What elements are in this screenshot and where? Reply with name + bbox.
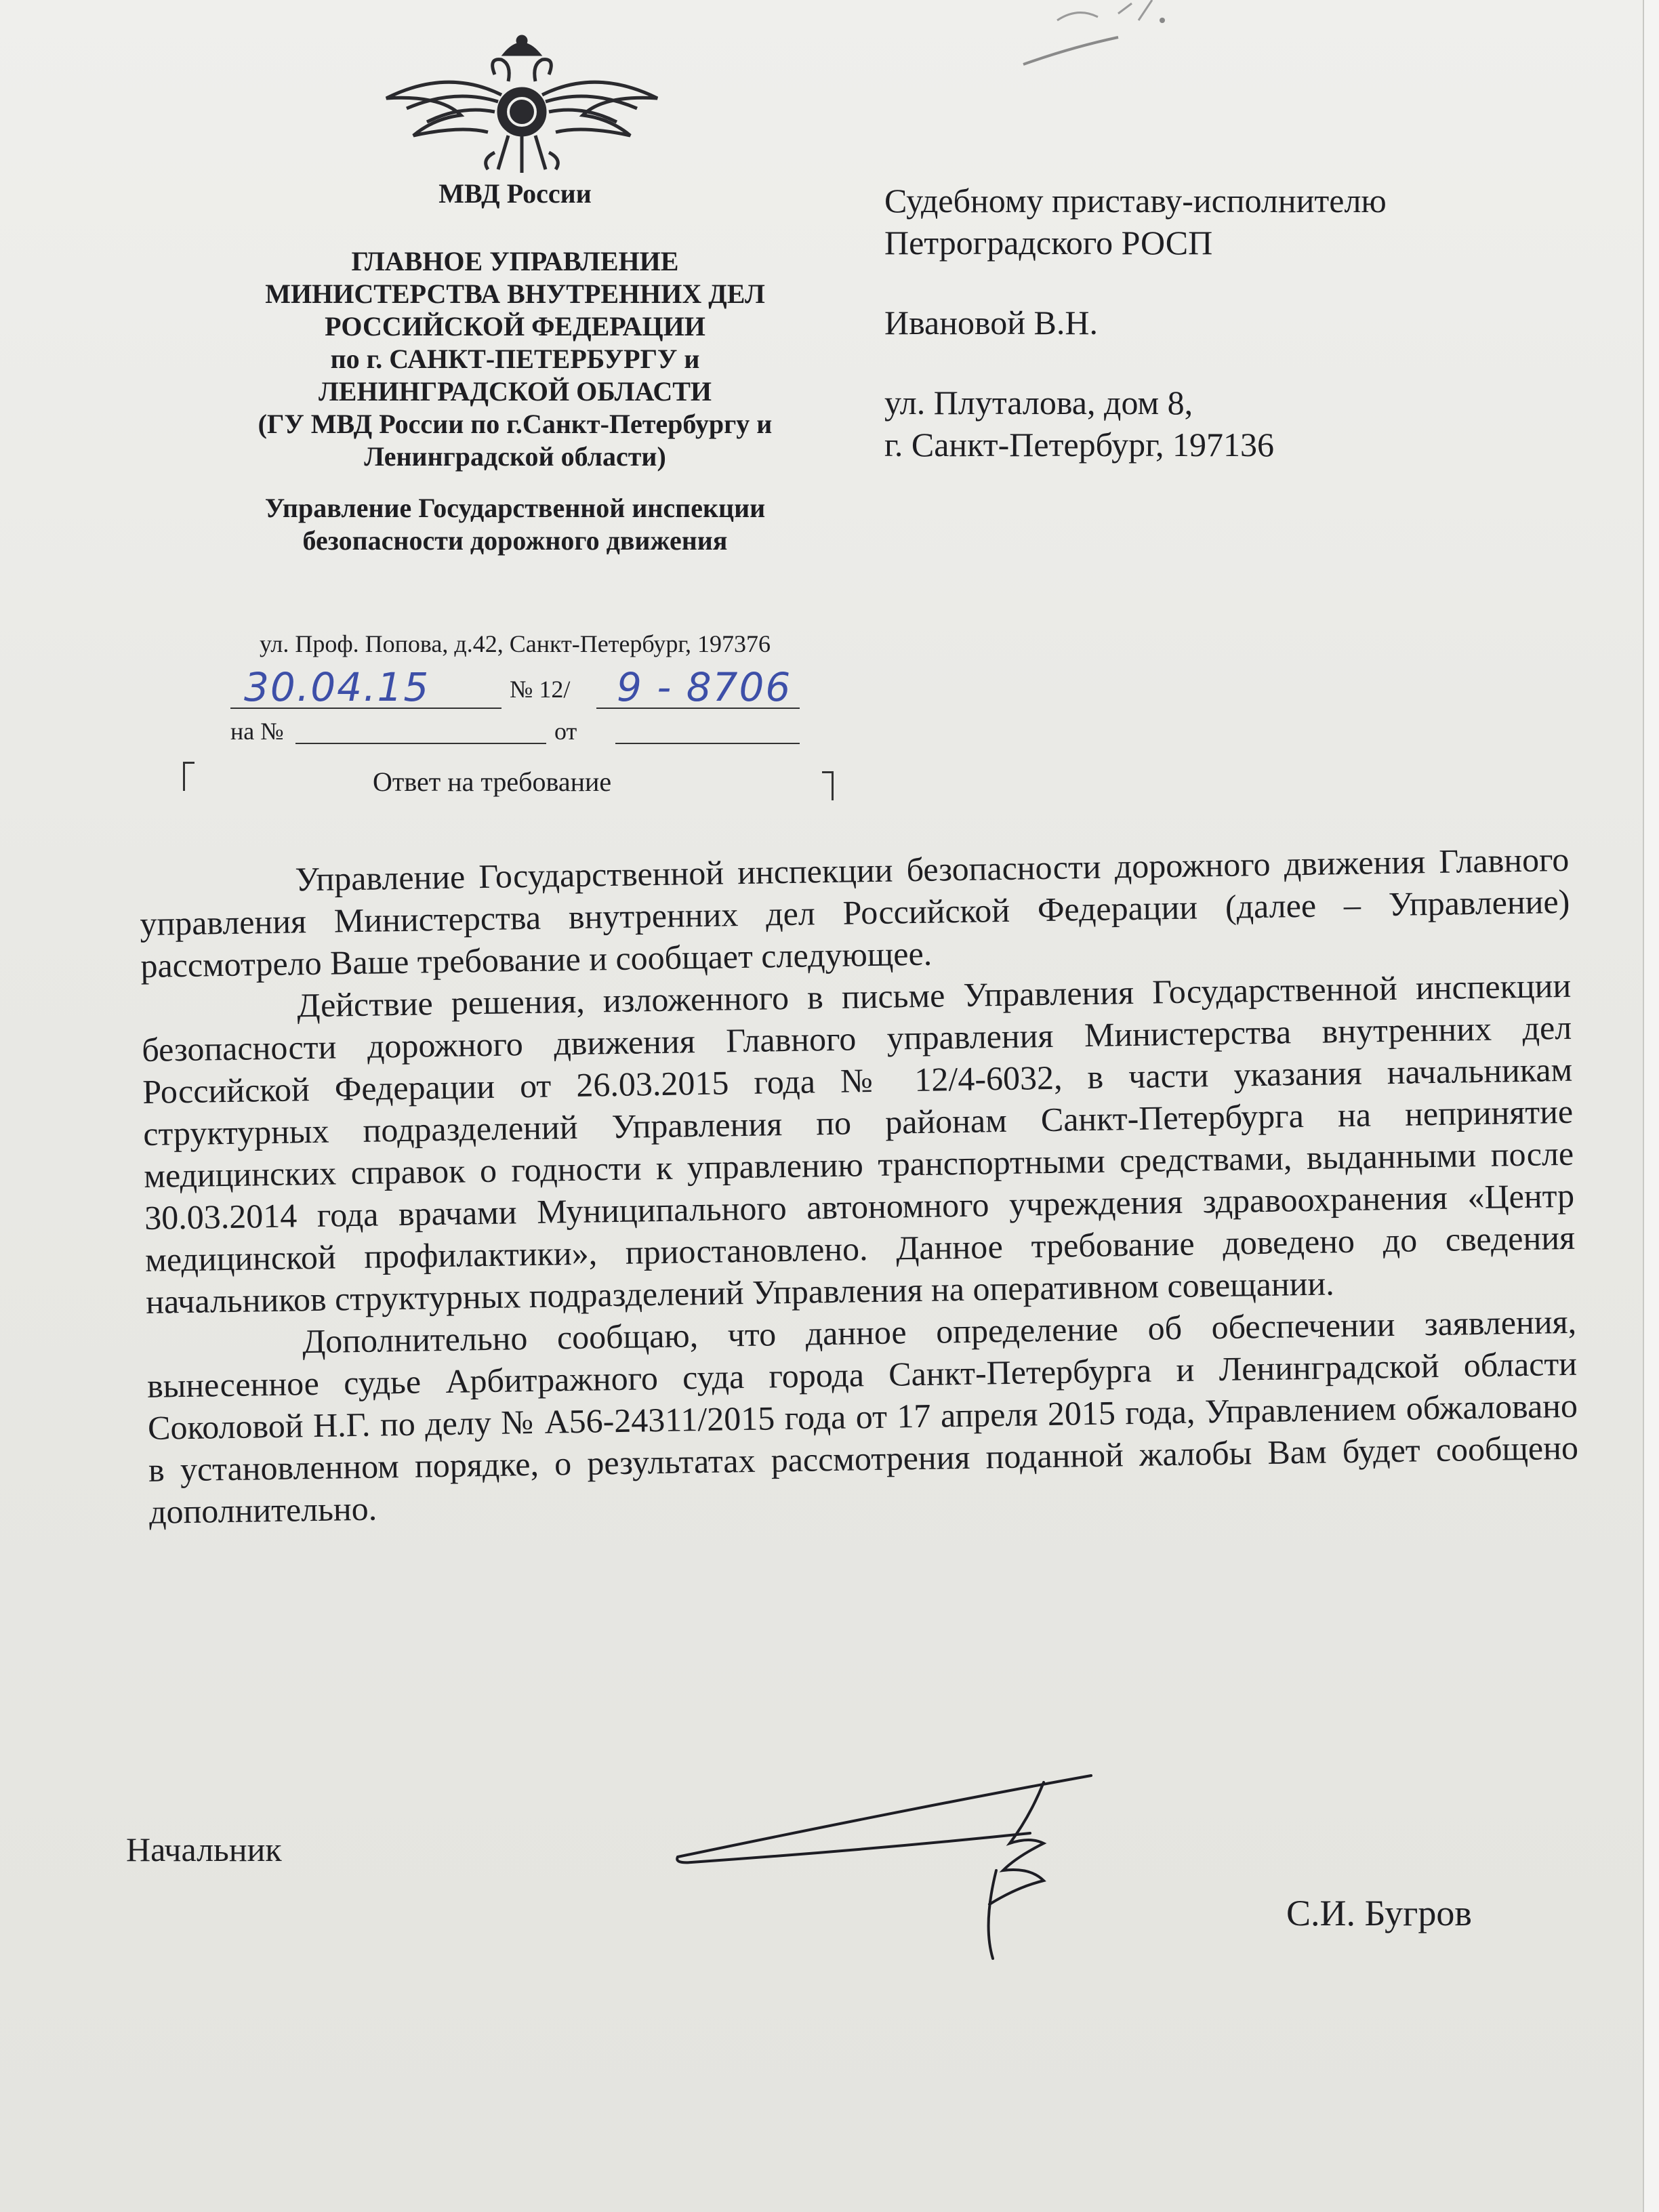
body-paragraph: Действие решения, изложенного в письме Управления Государственной инспекции безопасности дорожного движения Главного управления Министерства внутренних дел Российской Федерации от 26.03.2015 года № 12/4-6032, в части указания начальникам структурных подразделений Управления по районам Санкт-Петербурга на непринятие медицинских справок о годности к управлению транспортными средствами, выданными после 30.03.2014 года врачами Муниципального автономного учреждения здравоохранения «Центр медицинской профилактики», приостановлено. Данное требование доведено до сведения начальников структурных подразделений Управления на оперативном совещании.: [141, 966, 1576, 1321]
bracket-corner-right: [822, 771, 834, 800]
department-name-line: Управление Государственной инспекции: [264, 493, 766, 523]
department-name-line: безопасности дорожного движения: [302, 525, 728, 556]
reference-line: [230, 713, 800, 747]
registration-line: [230, 664, 800, 710]
subject-text: Ответ на требование: [373, 766, 612, 797]
signer-title: Начальник: [126, 1830, 282, 1868]
bracket-corner-left: [183, 762, 194, 791]
recipient-address-street: ул. Плуталова, дом 8,: [884, 384, 1193, 422]
ministry-short-name: МВД России: [438, 178, 592, 209]
reference-number-blank: [295, 713, 546, 744]
recipient-position: Судебному приставу-исполнителю: [884, 182, 1387, 220]
subject-line: [183, 759, 834, 806]
reference-from-label: от: [554, 718, 577, 745]
agency-name-line: РОССИЙСКОЙ ФЕДЕРАЦИИ: [325, 311, 705, 342]
signer-name: С.И. Бугров: [1286, 1893, 1472, 1933]
letter-body: [139, 838, 1579, 1533]
adjacent-page-edge: [1643, 0, 1659, 2212]
handwritten-date: 30.04.15: [244, 664, 430, 710]
pencil-mark: [1017, 0, 1193, 68]
agency-name-line: МИНИСТЕРСТВА ВНУТРЕННИХ ДЕЛ: [265, 279, 765, 309]
reference-prefix: на №: [230, 718, 284, 745]
number-prefix: № 12/: [510, 676, 571, 703]
agency-name-line: по г. САНКТ-ПЕТЕРБУРГУ и: [330, 344, 700, 374]
reference-date-blank: [615, 713, 800, 744]
number-blank: [596, 664, 800, 710]
handwritten-number: 9 - 8706: [617, 664, 792, 710]
agency-name-line: (ГУ МВД России по г.Санкт-Петербургу и: [258, 409, 773, 439]
body-paragraph: Управление Государственной инспекции безопасности дорожного движения Главного управления Министерства внутренних дел Российской Федерации (далее – Управление) рассмотрело Ваше требование и сообщает следующее.: [140, 840, 1570, 985]
recipient-address-city: г. Санкт-Петербург, 197136: [884, 426, 1275, 464]
date-blank: [230, 664, 501, 710]
body-paragraph: Дополнительно сообщаю, что данное определение об обеспечении заявления, вынесенное судье Арбитражного суда города Санкт-Петербурга и Ленинградской области Соколовой Н.Г. по делу № А56-24311/2015 года от 17 апреля 2015 года, Управлением обжаловано в установленном порядке, о результатах рассмотрения поданной жалобы Вам будет сообщено дополнительно.: [146, 1302, 1579, 1531]
recipient-block: [884, 180, 1528, 466]
double-headed-eagle-emblem-icon: [380, 34, 664, 176]
agency-name-line: ЛЕНИНГРАДСКОЙ ОБЛАСТИ: [318, 376, 712, 407]
sender-header: [210, 178, 820, 557]
agency-name-line: Ленинградской области): [364, 441, 666, 472]
recipient-name: Ивановой В.Н.: [884, 304, 1098, 342]
recipient-office: Петроградского РОСП: [884, 224, 1213, 262]
sender-address: ул. Проф. Попова, д.42, Санкт-Петербург, 197376: [259, 630, 771, 657]
agency-name-line: ГЛАВНОЕ УПРАВЛЕНИЕ: [351, 246, 679, 276]
handwritten-signature: [664, 1769, 1098, 1965]
